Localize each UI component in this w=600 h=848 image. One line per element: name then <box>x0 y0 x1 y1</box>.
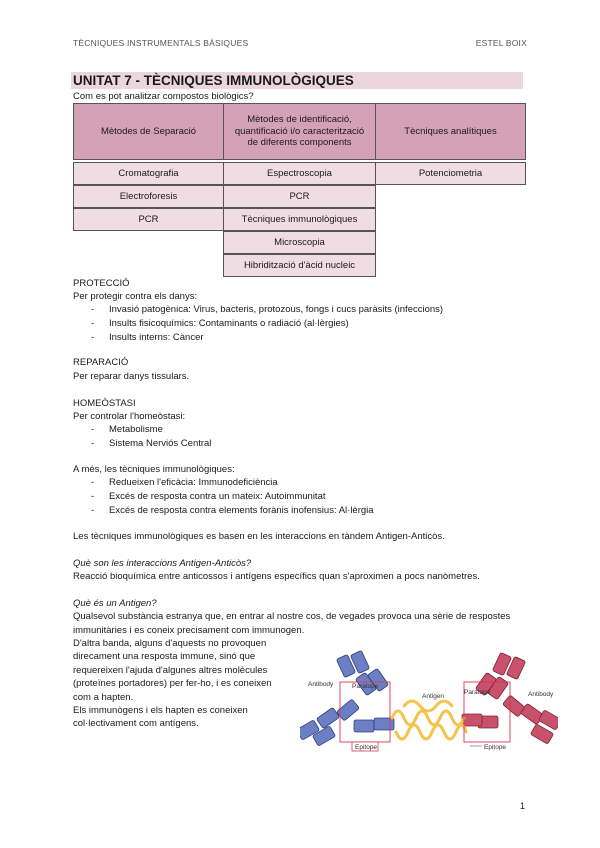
table-cell: Potenciometria <box>375 162 526 185</box>
proteccio-intro: Per protegir contra els danys: <box>73 291 198 302</box>
table-cell: Hibridització d'àcid nucleic <box>223 254 376 277</box>
subtitle: Com es pot analitzar compostos biològics? <box>73 91 254 102</box>
page-title: UNITAT 7 - TÈCNIQUES IMMUNOLÒGIQUES <box>71 72 523 89</box>
header-right: ESTEL BOIX <box>475 38 527 48</box>
table-header-analytical: Tècniques analítiques <box>375 103 526 160</box>
label-paratope-right: Paratope <box>464 689 491 696</box>
list-item: - Metabolisme <box>91 424 163 435</box>
paragraph-line: D'altra banda, alguns d'aquests no provoquen <box>73 638 267 649</box>
table-cell: PCR <box>73 208 224 231</box>
answer-antigen: Qualsevol substància estranya que, en entrar al nostre cos, de vegades provoca una sèrie de respostes immunitàries i es coneix precisament com immunogen. <box>73 611 511 636</box>
table-header-separation: Mètodes de Separació <box>73 103 224 160</box>
homeostasi-intro: Per controlar l'homeòstasi: <box>73 411 186 422</box>
table-cell: Espectroscopia <box>223 162 376 185</box>
list-item: - Redueixen l'eficàcia: Immunodeficiència <box>91 477 278 488</box>
paragraph-line: direcament una resposta immune, sinó que <box>73 651 256 662</box>
table-cell: Tècniques immunològiques <box>223 208 376 231</box>
label-paratope-left: Paratope <box>352 683 379 690</box>
list-item: - Insults interns: Càncer <box>91 332 204 343</box>
antigen-molecule <box>392 701 466 739</box>
label-antibody-right: Antibody <box>528 691 554 698</box>
label-antigen: Antigen <box>422 693 445 700</box>
ames-intro: A més, les tècniques immunològiques: <box>73 464 235 475</box>
list-item: - Excés de resposta contra elements forànis inofensius: Al·lèrgia <box>91 505 374 516</box>
basen-text: Les tècniques immunològiques es basen en les interaccions en tàndem Antigen-Anticòs. <box>73 531 445 542</box>
paragraph-line: requereixen l'ajuda d'algunes altres molècules <box>73 665 268 676</box>
question-antigen: Què és un Antigen? <box>73 598 157 609</box>
table-cell: Microscopia <box>223 231 376 254</box>
antibody-left <box>300 650 394 746</box>
paragraph-line: (proteïnes portadores) per fer-ho, i es coneixen <box>73 678 272 689</box>
table-cell: Electroforesis <box>73 185 224 208</box>
list-item: - Excés de resposta contra un mateix: Autoimmunitat <box>91 491 326 502</box>
answer-interactions: Reacció bioquímica entre anticossos i antígens específics quan s'aproximen a pocs nanòmetres. <box>73 571 480 582</box>
section-heading-reparacio: REPARACIÓ <box>73 357 129 368</box>
section-heading-homeostasi: HOMEÒSTASI <box>73 398 136 409</box>
list-item: - Insults fisicoquímics: Contaminants o radiació (al·lèrgies) <box>91 318 349 329</box>
paragraph-line: col·lectivament com antígens. <box>73 718 199 729</box>
list-item: - Invasió patogènica: Virus, bacteris, protozous, fongs i cucs paràsits (infeccions) <box>91 304 444 315</box>
label-epitope-right: Epitope <box>484 744 507 751</box>
paragraph-line: Els immunògens i els hapten es coneixen <box>73 705 248 716</box>
reparacio-text: Per reparar danys tissulars. <box>73 371 190 382</box>
section-heading-proteccio: PROTECCIÓ <box>73 278 130 289</box>
paragraph-line: com a hapten. <box>73 692 134 703</box>
table-cell: PCR <box>223 185 376 208</box>
question-interactions: Què son les interaccions Antigen-Anticòs? <box>73 558 252 569</box>
label-epitope-left: Epitope <box>355 744 378 751</box>
table-cell: Cromatografia <box>73 162 224 185</box>
page-number: 1 <box>519 801 525 811</box>
label-antibody-left: Antibody <box>308 681 334 688</box>
antigen-antibody-figure <box>300 648 558 760</box>
list-item: - Sistema Nerviós Central <box>91 438 212 449</box>
header-left: TÈCNIQUES INSTRUMENTALS BÀSIQUES <box>73 38 249 48</box>
table-header-identification: Mètodes de identificació, quantificació i/o caracterització de diferents components <box>223 103 376 160</box>
